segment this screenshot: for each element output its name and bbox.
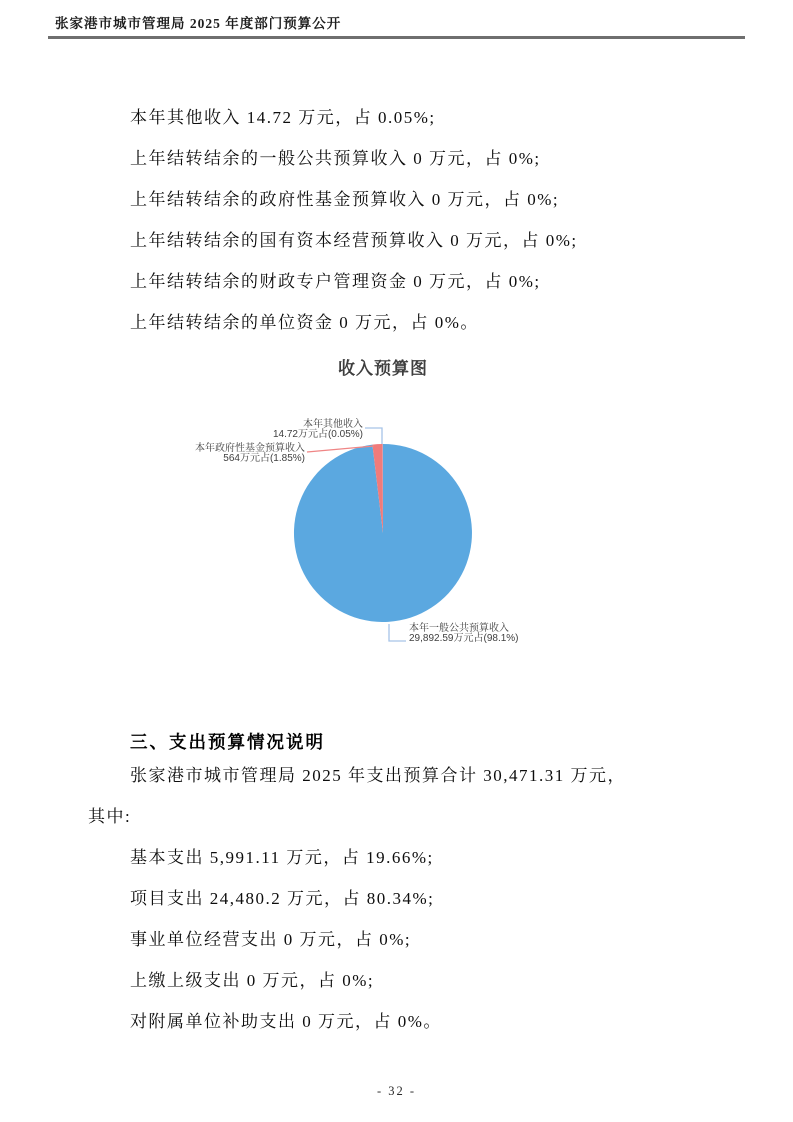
leader-line-general-income xyxy=(389,624,406,641)
pie-label-value: 29,892.59万元占(98.1%) xyxy=(409,632,519,644)
expenditure-line: 对附属单位补助支出 0 万元，占 0%。 xyxy=(130,1012,442,1031)
expenditure-line: 事业单位经营支出 0 万元，占 0%; xyxy=(130,930,412,949)
page-number: - 32 - xyxy=(376,1084,417,1098)
leader-line-other-income xyxy=(365,428,382,444)
income-paragraphs xyxy=(88,97,728,343)
expenditure-line: 上缴上级支出 0 万元，占 0%; xyxy=(130,971,375,990)
pie-label-name: 本年政府性基金预算收入 xyxy=(195,443,305,454)
pie-label-general-income xyxy=(409,624,519,644)
income-line: 上年结转结余的政府性基金预算收入 0 万元，占 0%; xyxy=(130,190,560,209)
income-line: 上年结转结余的财政专户管理资金 0 万元，占 0%; xyxy=(130,272,541,291)
income-line: 上年结转结余的国有资本经营预算收入 0 万元，占 0%; xyxy=(130,231,578,250)
pie-label-name: 本年一般公共预算收入 xyxy=(409,623,509,634)
document-header-title: 张家港市城市管理局 2025 年度部门预算公开 xyxy=(55,16,342,31)
expenditure-intro-line2: 其中: xyxy=(88,807,132,826)
pie-label-value: 564万元占(1.85%) xyxy=(223,452,305,464)
pie-chart-canvas xyxy=(150,395,650,662)
income-budget-pie-chart xyxy=(150,352,650,662)
expenditure-paragraphs xyxy=(88,755,728,1042)
pie-label-name: 本年其他收入 xyxy=(303,419,363,430)
pie-label-gov-fund-income xyxy=(195,444,305,464)
pie xyxy=(294,444,472,622)
expenditure-line: 基本支出 5,991.11 万元，占 19.66%; xyxy=(130,848,434,867)
expenditure-section-heading: 三、支出预算情况说明 xyxy=(130,732,325,752)
income-line: 本年其他收入 14.72 万元，占 0.05%; xyxy=(130,108,436,127)
header-divider xyxy=(48,36,745,39)
pie-label-other-income xyxy=(273,420,363,440)
pie-label-value: 14.72万元占(0.05%) xyxy=(272,428,363,440)
chart-title: 收入预算图 xyxy=(338,359,428,378)
expenditure-line: 项目支出 24,480.2 万元，占 80.34%; xyxy=(130,889,435,908)
income-line: 上年结转结余的单位资金 0 万元，占 0%。 xyxy=(130,313,479,332)
income-line: 上年结转结余的一般公共预算收入 0 万元，占 0%; xyxy=(130,149,541,168)
expenditure-intro-line1: 张家港市城市管理局 2025 年支出预算合计 30,471.31 万元， xyxy=(130,766,626,785)
